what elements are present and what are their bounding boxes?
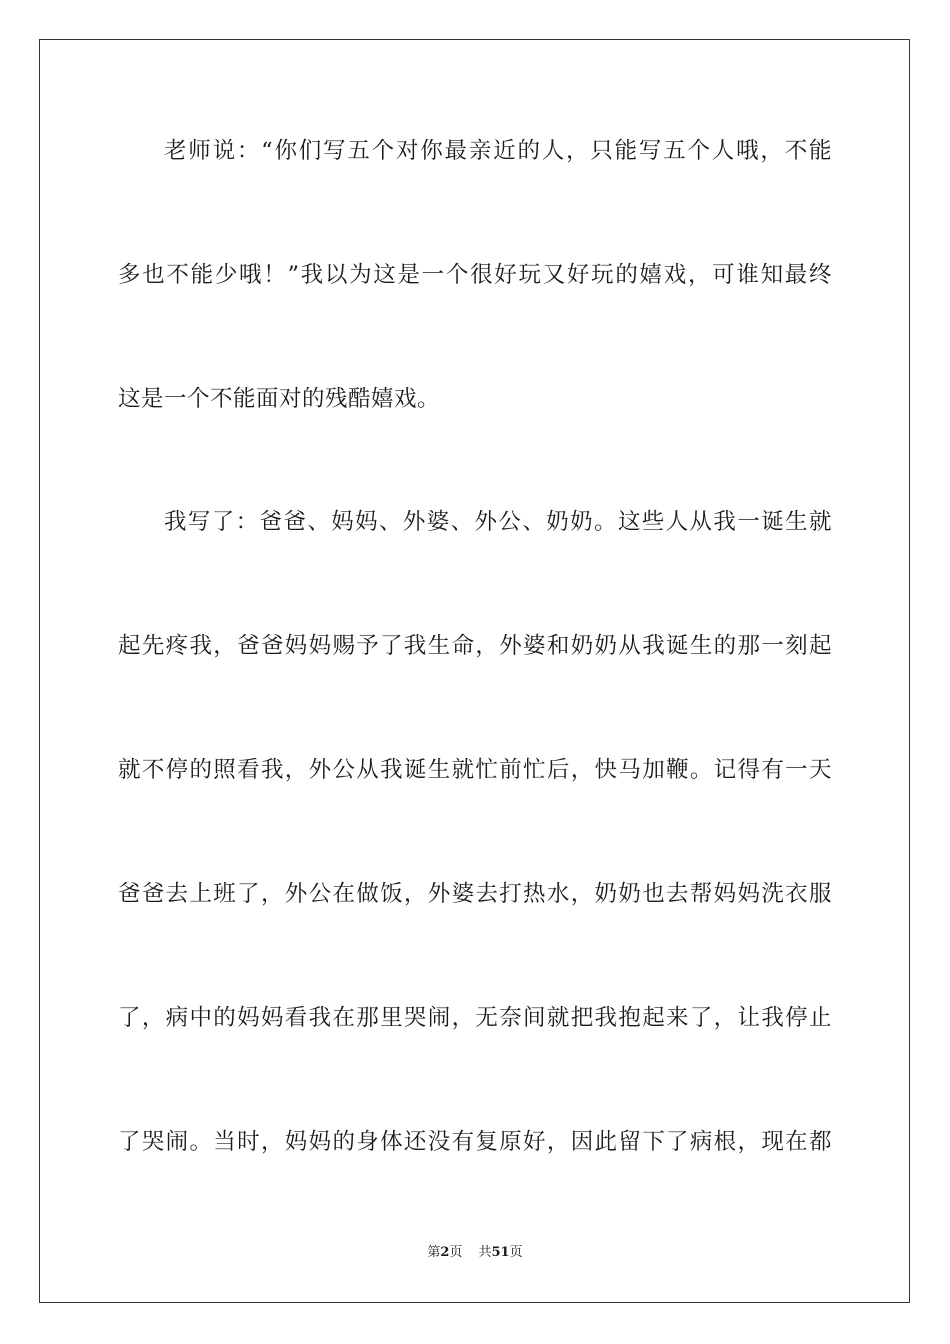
text-line-9: 了哭闹。当时，妈妈的身体还没有复原好，因此留下了病根，现在都 [118, 1129, 832, 1155]
total-suffix: 页 [509, 1245, 523, 1260]
total-pages: 51 [491, 1245, 510, 1260]
text-line-6: 就不停的照看我，外公从我诞生就忙前忙后，快马加鞭。记得有一天 [118, 757, 832, 783]
total-prefix: 共 [478, 1245, 492, 1260]
text-line-7: 爸爸去上班了，外公在做饭，外婆去打热水，奶奶也去帮妈妈洗衣服 [118, 881, 832, 907]
page-frame [39, 39, 910, 1303]
page-number: 2 [440, 1245, 450, 1260]
text-line-5: 起先疼我，爸爸妈妈赐予了我生命，外婆和奶奶从我诞生的那一刻起 [118, 633, 832, 659]
page-suffix: 页 [449, 1245, 463, 1260]
text-line-4: 我写了：爸爸、妈妈、外婆、外公、奶奶。这些人从我一诞生就 [164, 509, 832, 535]
text-line-2: 多也不能少哦！”我以为这是一个很好玩又好玩的嬉戏，可谁知最终 [118, 262, 832, 288]
page-prefix: 第 [427, 1245, 441, 1260]
text-line-3: 这是一个不能面对的残酷嬉戏。 [118, 386, 441, 412]
text-line-8: 了，病中的妈妈看我在那里哭闹，无奈间就把我抱起来了，让我停止 [118, 1005, 832, 1031]
text-line-1: 老师说：“你们写五个对你最亲近的人，只能写五个人哦，不能 [164, 138, 832, 164]
page-footer [0, 1243, 950, 1263]
